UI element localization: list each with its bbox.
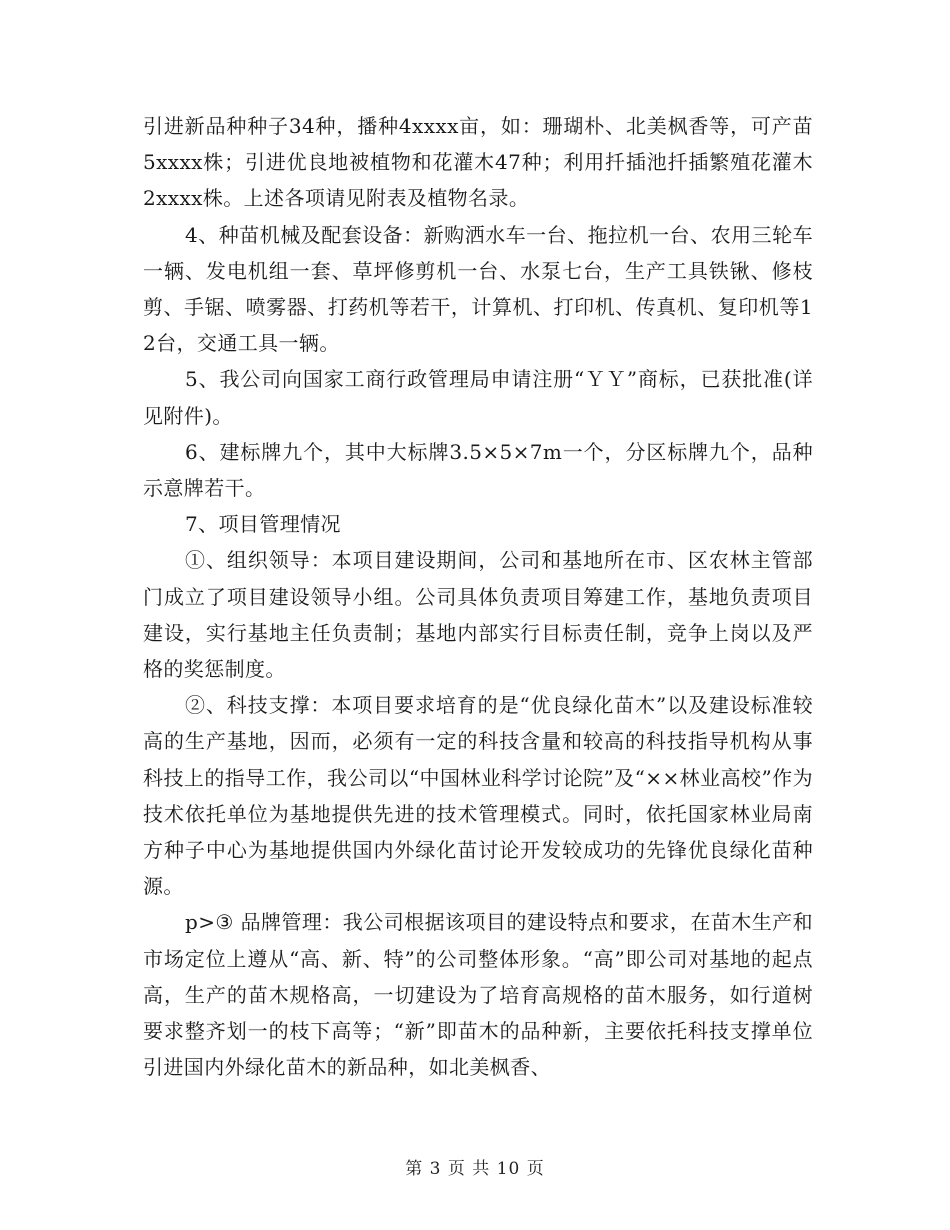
section-heading-project-management: 7、项目管理情况 (185, 512, 341, 537)
document-body (143, 108, 813, 1085)
paragraph-organization: ①、组织领导：本项目建设期间，公司和基地所在市、区农林主管部门成立了项目建设领导小组。公司具体负责项目筹建工作，基地负责项目建设，实行基地主任负责制；基地内部实行目标责任制，竞争上岗以及严格的奖惩制度。 (143, 548, 813, 682)
paragraph-trademark: 5、我公司向国家工商行政管理局申请注册“ＹＹ”商标，已获批准(详见附件)。 (143, 367, 813, 428)
page-number-footer: 第 3 页 共 10 页 (405, 1159, 545, 1179)
paragraph-signboards: 6、建标牌九个，其中大标牌3.5×5×7m一个，分区标牌九个，品种示意牌若干。 (143, 439, 813, 501)
paragraph-machinery: 4、种苗机械及配套设备：新购洒水车一台、拖拉机一台、农用三轮车一辆、发电机组一套、草坪修剪机一台、水泵七台，生产工具铁锹、修枝剪、手锯、喷雾器、打药机等若干，计算机、打印机、传真机、复印机等12台，交通工具一辆。 (143, 222, 813, 356)
paragraph-brand-management: p>③ 品牌管理：我公司根据该项目的建设特点和要求，在苗木生产和市场定位上遵从“高、新、特”的公司整体形象。“高”即公司对基地的起点高，生产的苗木规格高，一切建设为了培育高规格的苗木服务，如行道树要求整齐划一的枝下高等；“新”即苗木的品种新，主要依托科技支撑单位引进国内外绿化苗木的新品种，如北美枫香、 (143, 910, 813, 1080)
paragraph-tech-support: ②、科技支撑：本项目要求培育的是“优良绿化苗木”以及建设标准较高的生产基地，因而，必须有一定的科技含量和较高的科技指导机构从事科技上的指导工作，我公司以“中国林业科学讨论院”及“××林业高校”作为技术依托单位为基地提供先进的技术管理模式。同时，依托国家林业局南方种子中心为基地提供国内外绿化苗讨论开发较成功的先锋优良绿化苗种源。 (143, 693, 813, 899)
paragraph-seeds: 引进新品种种子34种，播种4xxxx亩，如：珊瑚朴、北美枫香等，可产苗5xxxx株；引进优良地被植物和花灌木47种；利用扦插池扦插繁殖花灌木2xxxx株。上述各项请见附表及植物名录。 (143, 114, 813, 211)
